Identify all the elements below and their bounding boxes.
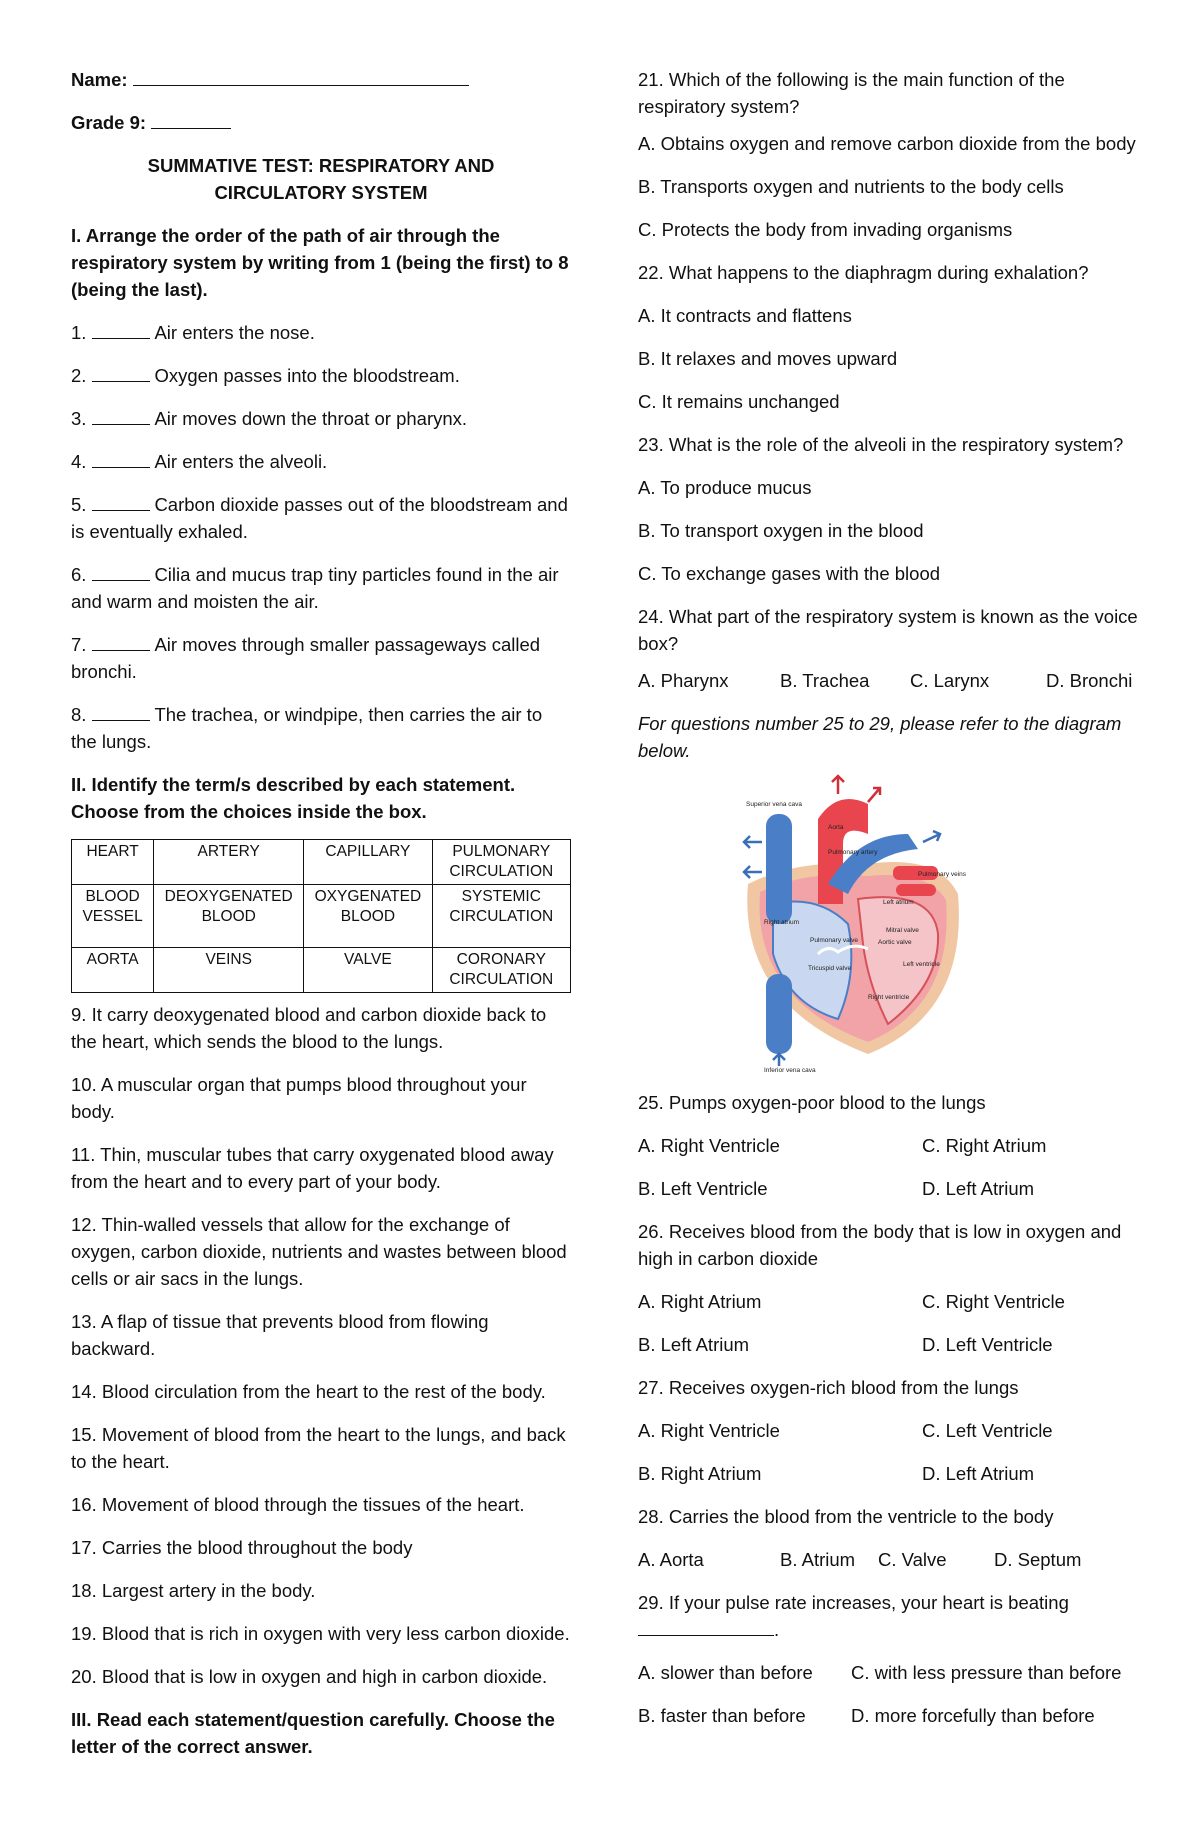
list-item: 14. Blood circulation from the heart to the rest of the body. bbox=[71, 1381, 546, 1402]
option-23b[interactable]: B. To transport oxygen in the blood bbox=[638, 520, 924, 541]
list-item: 12. Thin-walled vessels that allow for the exchange of oxygen, carbon dioxide, nutrients and wastes between blood cells or air sacs in the lungs. bbox=[71, 1214, 567, 1289]
term-choices-box bbox=[71, 839, 571, 993]
options-28 bbox=[638, 1546, 1138, 1573]
option-27d[interactable]: D. Left Atrium bbox=[922, 1463, 1035, 1484]
item-text: The trachea, or windpipe, then carries the air to the lungs. bbox=[71, 704, 543, 752]
item-text: Air moves down the throat or pharynx. bbox=[154, 408, 468, 429]
option-25c[interactable]: C. Right Atrium bbox=[922, 1135, 1047, 1156]
options-25-row1 bbox=[638, 1132, 1138, 1159]
pulmonary-vein bbox=[896, 884, 936, 896]
question-29 bbox=[638, 1589, 1138, 1643]
question-29-end: . bbox=[774, 1619, 780, 1640]
option-27a[interactable]: A. Right Ventricle bbox=[638, 1420, 780, 1441]
label-tricuspid-valve: Tricuspid valve bbox=[808, 965, 852, 972]
part2-instruction: II. Identify the term/s described by each statement. Choose from the choices inside the box. bbox=[71, 774, 516, 822]
heart-diagram bbox=[718, 774, 978, 1074]
item-text: Cilia and mucus trap tiny particles found in the air and warm and moisten the air. bbox=[71, 564, 559, 612]
options-29-row1 bbox=[638, 1659, 1138, 1686]
label-superior-vena-cava: Superior vena cava bbox=[746, 801, 803, 808]
table-row bbox=[72, 840, 571, 885]
label-pulmonary-veins: Pulmonary veins bbox=[918, 871, 967, 878]
grade-blank[interactable] bbox=[151, 110, 231, 129]
options-27-row1 bbox=[638, 1417, 1138, 1444]
question-21: 21. Which of the following is the main function of the respiratory system? bbox=[638, 69, 1065, 117]
list-item: 15. Movement of blood from the heart to the lungs, and back to the heart. bbox=[71, 1424, 566, 1472]
option-21b[interactable]: B. Transports oxygen and nutrients to the body cells bbox=[638, 176, 1064, 197]
option-29b[interactable]: B. faster than before bbox=[638, 1705, 806, 1726]
list-item: 11. Thin, muscular tubes that carry oxygenated blood away from the heart and to every part of your body. bbox=[71, 1144, 554, 1192]
label-left-atrium: Left atrium bbox=[883, 899, 914, 906]
question-26: 26. Receives blood from the body that is low in oxygen and high in carbon dioxide bbox=[638, 1221, 1122, 1269]
option-26b[interactable]: B. Left Atrium bbox=[638, 1334, 750, 1355]
part1-list bbox=[71, 319, 571, 755]
name-line bbox=[71, 66, 571, 93]
item-text: Air enters the alveoli. bbox=[154, 451, 328, 472]
label-pulmonary-artery: Pulmonary artery bbox=[828, 849, 878, 856]
label-left-ventricle: Left ventricle bbox=[903, 961, 940, 968]
option-23a[interactable]: A. To produce mucus bbox=[638, 477, 812, 498]
option-25a[interactable]: A. Right Ventricle bbox=[638, 1135, 780, 1156]
answer-blank[interactable] bbox=[92, 363, 150, 382]
label-mitral-valve: Mitral valve bbox=[886, 927, 919, 934]
answer-blank[interactable] bbox=[92, 320, 150, 339]
table-cell: DEOXYGENATED BLOOD bbox=[154, 885, 304, 948]
item-number: 6. bbox=[71, 564, 87, 585]
list-item bbox=[71, 448, 571, 475]
table-row bbox=[72, 885, 571, 948]
options-25-row2 bbox=[638, 1175, 1138, 1202]
table-cell: AORTA bbox=[72, 948, 154, 993]
arrow-icon bbox=[832, 776, 880, 802]
question-22: 22. What happens to the diaphragm during exhalation? bbox=[638, 262, 1089, 283]
option-28a[interactable]: A. Aorta bbox=[638, 1549, 704, 1570]
option-24d[interactable]: D. Bronchi bbox=[1046, 670, 1133, 691]
list-item bbox=[71, 491, 571, 545]
item-number: 8. bbox=[71, 704, 87, 725]
answer-blank[interactable] bbox=[92, 562, 150, 581]
options-26-row1 bbox=[638, 1288, 1138, 1315]
answer-blank[interactable] bbox=[92, 449, 150, 468]
option-22c[interactable]: C. It remains unchanged bbox=[638, 391, 840, 412]
answer-blank[interactable] bbox=[92, 492, 150, 511]
table-row bbox=[72, 948, 571, 993]
options-24 bbox=[638, 667, 1138, 694]
item-text: Oxygen passes into the bloodstream. bbox=[154, 365, 460, 386]
option-25d[interactable]: D. Left Atrium bbox=[922, 1178, 1035, 1199]
table-cell: VEINS bbox=[154, 948, 304, 993]
part2-list bbox=[71, 1001, 571, 1690]
option-29d[interactable]: D. more forcefully than before bbox=[851, 1705, 1095, 1726]
name-blank[interactable] bbox=[133, 67, 469, 86]
diagram-note: For questions number 25 to 29, please refer to the diagram below. bbox=[638, 713, 1122, 761]
option-21c[interactable]: C. Protects the body from invading organisms bbox=[638, 219, 1013, 240]
label-inferior-vena-cava: Inferior vena cava bbox=[764, 1067, 816, 1074]
label-pulmonary-valve: Pulmonary valve bbox=[810, 937, 859, 944]
option-23c[interactable]: C. To exchange gases with the blood bbox=[638, 563, 941, 584]
options-29-row2 bbox=[638, 1702, 1138, 1729]
item-text: Carbon dioxide passes out of the bloodstream and is eventually exhaled. bbox=[71, 494, 568, 542]
table-cell: SYSTEMIC CIRCULATION bbox=[432, 885, 570, 948]
option-26c[interactable]: C. Right Ventricle bbox=[922, 1291, 1065, 1312]
option-28d[interactable]: D. Septum bbox=[994, 1549, 1082, 1570]
part1-instruction: I. Arrange the order of the path of air through the respiratory system by writing from 1 (being the first) to 8 (being the last). bbox=[71, 225, 569, 300]
list-item bbox=[71, 701, 571, 755]
option-26a[interactable]: A. Right Atrium bbox=[638, 1291, 762, 1312]
list-item bbox=[71, 631, 571, 685]
question-28: 28. Carries the blood from the ventricle to the body bbox=[638, 1506, 1054, 1527]
list-item: 10. A muscular organ that pumps blood throughout your body. bbox=[71, 1074, 527, 1122]
item-number: 4. bbox=[71, 451, 87, 472]
option-29c[interactable]: C. with less pressure than before bbox=[851, 1662, 1122, 1683]
list-item: 16. Movement of blood through the tissues of the heart. bbox=[71, 1494, 525, 1515]
list-item bbox=[71, 362, 571, 389]
option-27c[interactable]: C. Left Ventricle bbox=[922, 1420, 1053, 1441]
option-25b[interactable]: B. Left Ventricle bbox=[638, 1178, 768, 1199]
table-cell: HEART bbox=[72, 840, 154, 885]
option-28c[interactable]: C. Valve bbox=[878, 1549, 947, 1570]
list-item bbox=[71, 561, 571, 615]
option-28b[interactable]: B. Atrium bbox=[780, 1549, 856, 1570]
table-cell: VALVE bbox=[304, 948, 432, 993]
item-number: 3. bbox=[71, 408, 87, 429]
question-24: 24. What part of the respiratory system is known as the voice box? bbox=[638, 606, 1138, 654]
label-aorta: Aorta bbox=[828, 824, 844, 831]
item-number: 1. bbox=[71, 322, 87, 343]
option-21a[interactable]: A. Obtains oxygen and remove carbon dioxide from the body bbox=[638, 133, 1136, 154]
table-cell: CAPILLARY bbox=[304, 840, 432, 885]
option-24b[interactable]: B. Trachea bbox=[780, 670, 870, 691]
options-26-row2 bbox=[638, 1331, 1138, 1358]
list-item bbox=[71, 319, 571, 346]
item-number: 7. bbox=[71, 634, 87, 655]
option-22b[interactable]: B. It relaxes and moves upward bbox=[638, 348, 898, 369]
list-item: 20. Blood that is low in oxygen and high in carbon dioxide. bbox=[71, 1666, 548, 1687]
question-27: 27. Receives oxygen-rich blood from the lungs bbox=[638, 1377, 1019, 1398]
options-27-row2 bbox=[638, 1460, 1138, 1487]
part3-instruction: III. Read each statement/question carefully. Choose the letter of the correct answer. bbox=[71, 1709, 555, 1757]
list-item: 17. Carries the blood throughout the body bbox=[71, 1537, 413, 1558]
option-27b[interactable]: B. Right Atrium bbox=[638, 1463, 762, 1484]
label-right-atrium: Right atrium bbox=[764, 919, 800, 926]
table-cell: BLOOD VESSEL bbox=[72, 885, 154, 948]
item-text: Air enters the nose. bbox=[154, 322, 315, 343]
superior-vena-cava bbox=[766, 814, 792, 924]
table-cell: OXYGENATED BLOOD bbox=[304, 885, 432, 948]
list-item: 13. A flap of tissue that prevents blood from flowing backward. bbox=[71, 1311, 489, 1359]
left-column bbox=[71, 66, 571, 1760]
option-24c[interactable]: C. Larynx bbox=[910, 670, 990, 691]
answer-blank[interactable] bbox=[92, 406, 150, 425]
answer-blank[interactable] bbox=[92, 632, 150, 651]
table-cell: ARTERY bbox=[154, 840, 304, 885]
option-22a[interactable]: A. It contracts and flattens bbox=[638, 305, 852, 326]
item-text: Air moves through smaller passageways called bronchi. bbox=[71, 634, 541, 682]
question-25: 25. Pumps oxygen-poor blood to the lungs bbox=[638, 1092, 986, 1113]
answer-blank[interactable] bbox=[92, 702, 150, 721]
grade-line bbox=[71, 109, 571, 136]
label-aortic-valve: Aortic valve bbox=[878, 939, 912, 946]
item-number: 5. bbox=[71, 494, 87, 515]
answer-blank[interactable] bbox=[638, 1617, 774, 1636]
option-24a[interactable]: A. Pharynx bbox=[638, 670, 729, 691]
name-label: Name: bbox=[71, 69, 128, 90]
test-title: SUMMATIVE TEST: RESPIRATORY AND CIRCULATORY SYSTEM bbox=[147, 155, 495, 203]
option-26d[interactable]: D. Left Ventricle bbox=[922, 1334, 1053, 1355]
table-cell: CORONARY CIRCULATION bbox=[432, 948, 570, 993]
list-item: 19. Blood that is rich in oxygen with very less carbon dioxide. bbox=[71, 1623, 570, 1644]
question-29-text: 29. If your pulse rate increases, your heart is beating bbox=[638, 1592, 1069, 1613]
question-23: 23. What is the role of the alveoli in the respiratory system? bbox=[638, 434, 1124, 455]
inferior-vena-cava bbox=[766, 974, 792, 1054]
grade-label: Grade 9: bbox=[71, 112, 147, 133]
list-item: 18. Largest artery in the body. bbox=[71, 1580, 316, 1601]
list-item: 9. It carry deoxygenated blood and carbon dioxide back to the heart, which sends the blood to the lungs. bbox=[71, 1004, 547, 1052]
label-right-ventricle: Right ventricle bbox=[868, 994, 910, 1001]
right-column bbox=[638, 66, 1138, 1729]
table-cell: PULMONARY CIRCULATION bbox=[432, 840, 570, 885]
item-number: 2. bbox=[71, 365, 87, 386]
option-29a[interactable]: A. slower than before bbox=[638, 1662, 813, 1683]
list-item bbox=[71, 405, 571, 432]
